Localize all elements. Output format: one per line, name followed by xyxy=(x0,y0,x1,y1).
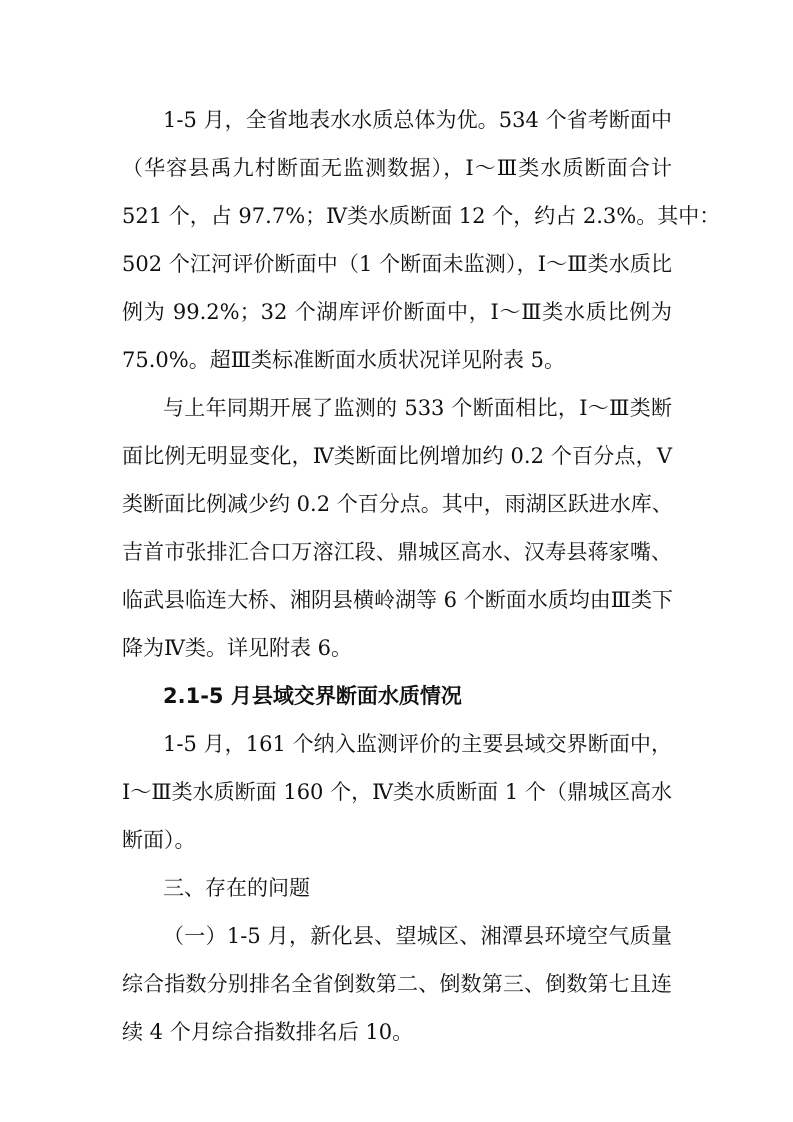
paragraph-1-line-3: 521 个，占 97.7%；Ⅳ类水质断面 12 个，约占 2.3%。其中： xyxy=(122,204,721,228)
paragraph-3-line-3: 断面）。 xyxy=(122,828,196,852)
section-heading-2-1: 2.1-5 月县域交界断面水质情况 xyxy=(163,684,462,708)
paragraph-1-line-2: （华容县禹九村断面无监测数据），Ⅰ～Ⅲ类水质断面合计 xyxy=(122,156,672,180)
paragraph-2-line-2: 面比例无明显变化，Ⅳ类断面比例增加约 0.2 个百分点，Ⅴ xyxy=(122,444,672,468)
paragraph-4-line-1: （一）1-5 月，新化县、望城区、湘潭县环境空气质量 xyxy=(163,924,672,948)
paragraph-2-line-4: 吉首市张排汇合口万溶江段、鼎城区高水、汉寿县蒋家嘴、 xyxy=(122,540,672,564)
section-heading-3: 三、存在的问题 xyxy=(163,876,310,900)
paragraph-3-line-2: Ⅰ～Ⅲ类水质断面 160 个，Ⅳ类水质断面 1 个（鼎城区高水 xyxy=(122,780,672,804)
paragraph-4-line-2: 综合指数分别排名全省倒数第二、倒数第三、倒数第七且连 xyxy=(122,972,672,996)
paragraph-2-line-5: 临武县临连大桥、湘阴县横岭湖等 6 个断面水质均由Ⅲ类下 xyxy=(122,588,673,612)
paragraph-1-line-1: 1-5 月，全省地表水水质总体为优。534 个省考断面中 xyxy=(163,108,672,132)
paragraph-1-line-5: 例为 99.2%；32 个湖库评价断面中，Ⅰ～Ⅲ类水质比例为 xyxy=(122,300,672,324)
paragraph-2-line-3: 类断面比例减少约 0.2 个百分点。其中，雨湖区跃进水库、 xyxy=(122,492,673,516)
paragraph-2-line-6: 降为Ⅳ类。详见附表 6。 xyxy=(122,636,353,660)
paragraph-1-line-6: 75.0%。超Ⅲ类标准断面水质状况详见附表 5。 xyxy=(122,348,565,372)
paragraph-3-line-1: 1-5 月，161 个纳入监测评价的主要县域交界断面中， xyxy=(163,732,672,756)
paragraph-4-line-3: 续 4 个月综合指数排名后 10。 xyxy=(122,1020,414,1044)
paragraph-1-line-4: 502 个江河评价断面中（1 个断面未监测），Ⅰ～Ⅲ类水质比 xyxy=(122,252,672,276)
paragraph-2-line-1: 与上年同期开展了监测的 533 个断面相比，Ⅰ～Ⅲ类断 xyxy=(163,396,672,420)
